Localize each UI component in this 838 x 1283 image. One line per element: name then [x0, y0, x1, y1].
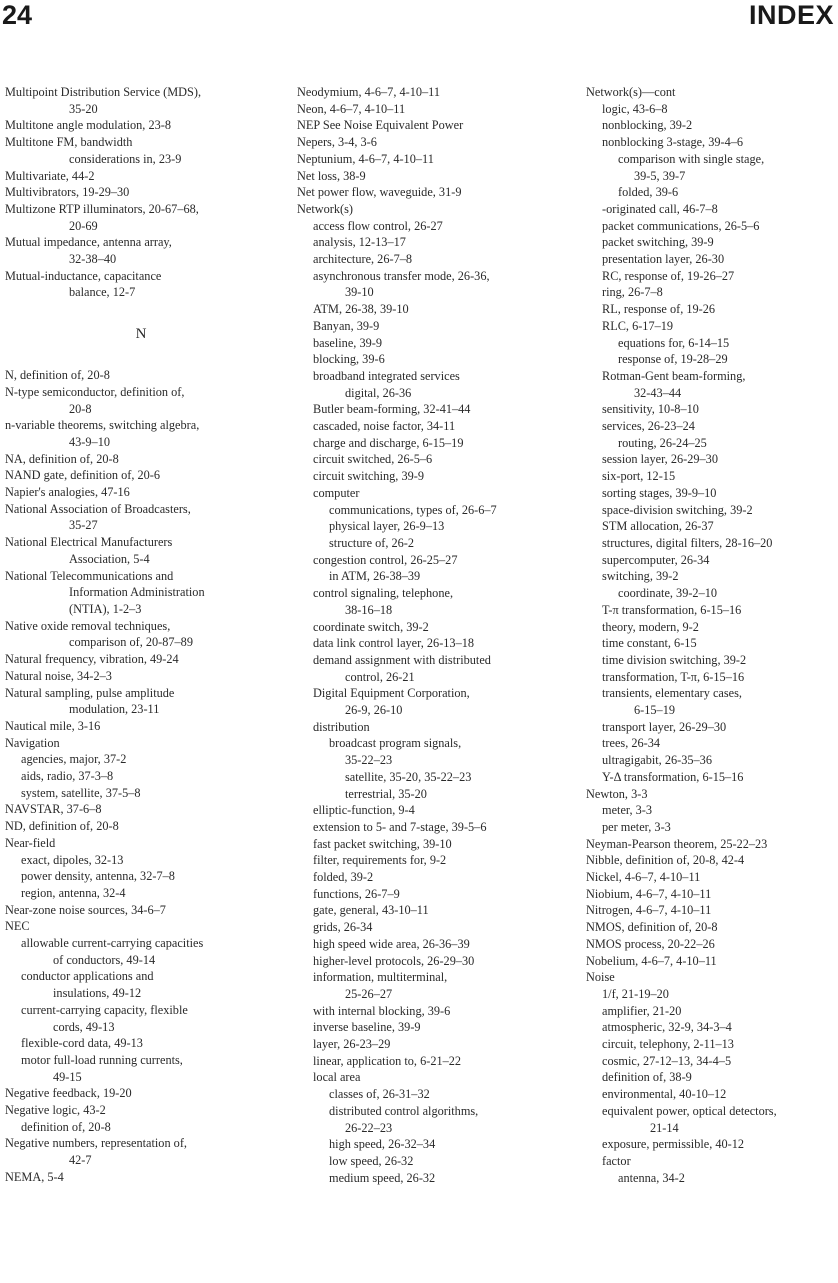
index-entry: Information Administration — [69, 585, 205, 600]
index-entry: Y-Δ transformation, 6-15–16 — [602, 769, 744, 784]
index-entry: agencies, major, 37-2 — [21, 752, 127, 767]
index-entry: Neodymium, 4-6–7, 4-10–11 — [297, 85, 440, 99]
index-entry: Near-zone noise sources, 34-6–7 — [5, 902, 166, 917]
index-entry: comparison of, 20-87–89 — [69, 635, 193, 650]
index-entry: presentation layer, 26-30 — [602, 252, 725, 267]
index-entry: cords, 49-13 — [53, 1019, 115, 1034]
index-entry: modulation, 23-11 — [69, 702, 160, 717]
index-entry: Native oxide removal techniques, — [5, 618, 171, 633]
index-entry: 26-22–23 — [345, 1120, 393, 1135]
index-entry: Net loss, 38-9 — [297, 168, 366, 183]
index-entry: Nickel, 4-6–7, 4-10–11 — [586, 870, 701, 885]
index-entry: transformation, T-π, 6-15–16 — [602, 669, 745, 684]
index-entry: Natural frequency, vibration, 49-24 — [5, 652, 179, 667]
index-entry: 21-14 — [650, 1120, 679, 1135]
index-entry: Natural sampling, pulse amplitude — [5, 685, 175, 700]
index-entry: computer — [313, 485, 360, 500]
index-entry: 49-15 — [53, 1069, 82, 1084]
index-entry: functions, 26-7–9 — [313, 886, 400, 901]
index-entry: RC, response of, 19-26–27 — [602, 268, 735, 283]
page-heading: INDEX — [748, 0, 834, 30]
index-entry: NAVSTAR, 37-6–8 — [5, 802, 102, 817]
index-entry: transport layer, 26-29–30 — [602, 719, 727, 734]
index-entry: antenna, 34-2 — [618, 1170, 685, 1185]
index-entry: definition of, 20-8 — [21, 1119, 111, 1134]
index-entry: 26-9, 26-10 — [345, 703, 403, 718]
index-entry: 32-38–40 — [69, 252, 117, 267]
index-entry: space-division switching, 39-2 — [602, 502, 753, 517]
index-entry: physical layer, 26-9–13 — [329, 519, 445, 534]
index-entry: Nepers, 3-4, 3-6 — [297, 135, 377, 150]
index-entry: services, 26-23–24 — [602, 419, 695, 434]
index-entry: Network(s) — [297, 201, 354, 216]
index-entry: nonblocking, 39-2 — [602, 118, 693, 133]
index-entry: N, definition of, 20-8 — [5, 368, 110, 383]
index-entry: blocking, 39-6 — [313, 352, 385, 367]
index-entry: structures, digital filters, 28-16–20 — [602, 535, 773, 550]
index-entry: broadband integrated services — [313, 368, 460, 383]
index-entry: ultragigabit, 26-35–36 — [602, 753, 712, 768]
index-entry: digital, 26-36 — [345, 385, 412, 400]
index-entry: Napier's analogies, 47-16 — [5, 485, 130, 500]
index-entry: exact, dipoles, 32-13 — [21, 852, 124, 867]
index-entry: 39-5, 39-7 — [634, 168, 686, 183]
index-entry: allowable current-carrying capacities — [21, 936, 204, 951]
index-entry: 20-69 — [69, 218, 98, 233]
index-entry: folded, 39-6 — [618, 185, 679, 200]
index-entry: charge and discharge, 6-15–19 — [313, 435, 464, 450]
index-entry: (NTIA), 1-2–3 — [69, 601, 142, 616]
index-entry: 38-16–18 — [345, 602, 393, 617]
index-entry: with internal blocking, 39-6 — [313, 1003, 451, 1018]
index-entry: ring, 26-7–8 — [602, 285, 663, 300]
letter-section-heading: N — [135, 326, 147, 343]
page-number: 24 — [2, 0, 33, 30]
index-entry: distributed control algorithms, — [329, 1103, 479, 1118]
index-entry: Nibble, definition of, 20-8, 42-4 — [586, 853, 745, 868]
index-entry: Multizone RTP illuminators, 20-67–68, — [5, 201, 199, 216]
index-entry: per meter, 3-3 — [602, 819, 671, 834]
index-entry: n-variable theorems, switching algebra, — [5, 418, 200, 433]
index-entry: local area — [313, 1070, 361, 1085]
index-column-1 — [5, 84, 277, 1186]
index-entry: N-type semiconductor, definition of, — [5, 384, 185, 399]
index-entry: layer, 26-23–29 — [313, 1037, 391, 1052]
index-entry: 25-26–27 — [345, 986, 393, 1001]
index-entry: system, satellite, 37-5–8 — [21, 785, 141, 800]
index-entry: NEMA, 5-4 — [5, 1169, 64, 1184]
index-entry: higher-level protocols, 26-29–30 — [313, 953, 475, 968]
index-entry: STM allocation, 26-37 — [602, 519, 714, 534]
index-entry: National Association of Broadcasters, — [5, 501, 191, 516]
index-column-2 — [297, 84, 579, 1186]
index-entry: Neyman-Pearson theorem, 25-22–23 — [586, 836, 768, 851]
index-entry: NAND gate, definition of, 20-6 — [5, 468, 161, 483]
index-entry: National Electrical Manufacturers — [5, 535, 173, 550]
index-entry: region, antenna, 32-4 — [21, 885, 126, 900]
index-entry: distribution — [313, 719, 370, 734]
index-entry: atmospheric, 32-9, 34-3–4 — [602, 1020, 732, 1035]
index-entry: six-port, 12-15 — [602, 469, 676, 484]
index-entry: NMOS, definition of, 20-8 — [586, 920, 718, 935]
index-entry: ND, definition of, 20-8 — [5, 819, 119, 834]
index-entry: control signaling, telephone, — [313, 586, 454, 601]
index-entry: Mutual impedance, antenna array, — [5, 235, 172, 250]
index-entry: 32-43–44 — [634, 385, 682, 400]
index-entry: NEP See Noise Equivalent Power — [297, 118, 464, 133]
index-entry: cascaded, noise factor, 34-11 — [313, 419, 456, 434]
index-entry: satellite, 35-20, 35-22–23 — [345, 769, 472, 784]
index-entry: folded, 39-2 — [313, 870, 374, 885]
index-entry: 35-22–23 — [345, 753, 393, 768]
index-entry: power density, antenna, 32-7–8 — [21, 869, 175, 884]
index-entry: extension to 5- and 7-stage, 39-5–6 — [313, 819, 487, 834]
index-entry: Noise — [586, 970, 615, 985]
index-entry: circuit switched, 26-5–6 — [313, 452, 433, 467]
index-entry: coordinate, 39-2–10 — [618, 586, 718, 601]
index-entry: definition of, 38-9 — [602, 1070, 692, 1085]
index-entry: trees, 26-34 — [602, 736, 661, 751]
index-entry: T-π transformation, 6-15–16 — [602, 602, 742, 617]
index-entry: data link control layer, 26-13–18 — [313, 636, 475, 651]
index-entry: Newton, 3-3 — [586, 786, 648, 801]
index-entry: high speed, 26-32–34 — [329, 1137, 436, 1152]
index-entry: 35-20 — [69, 101, 98, 116]
index-entry: Multipoint Distribution Service (MDS), — [5, 85, 202, 99]
index-entry: Navigation — [5, 735, 60, 750]
index-entry: Negative numbers, representation of, — [5, 1136, 187, 1151]
index-entry: Natural noise, 34-2–3 — [5, 668, 112, 683]
index-entry: control, 26-21 — [345, 669, 415, 684]
index-column-3 — [586, 84, 836, 1186]
index-entry: Network(s)—cont — [586, 85, 676, 99]
index-entry: amplifier, 21-20 — [602, 1003, 682, 1018]
index-entry: Digital Equipment Corporation, — [313, 686, 470, 701]
index-entry: meter, 3-3 — [602, 803, 653, 818]
index-entry: supercomputer, 26-34 — [602, 552, 710, 567]
index-entry: cosmic, 27-12–13, 34-4–5 — [602, 1053, 732, 1068]
index-entry: National Telecommunications and — [5, 568, 174, 583]
index-entry: Nitrogen, 4-6–7, 4-10–11 — [586, 903, 712, 918]
index-entry: response of, 19-28–29 — [618, 352, 728, 367]
index-entry: NA, definition of, 20-8 — [5, 451, 119, 466]
index-entry: structure of, 26-2 — [329, 535, 415, 550]
index-entry: Butler beam-forming, 32-41–44 — [313, 402, 471, 417]
index-entry: filter, requirements for, 9-2 — [313, 853, 447, 868]
index-entry: transients, elementary cases, — [602, 686, 742, 701]
index-entry: high speed wide area, 26-36–39 — [313, 936, 470, 951]
index-entry: fast packet switching, 39-10 — [313, 836, 452, 851]
index-entry: 39-10 — [345, 285, 374, 300]
index-entry: classes of, 26-31–32 — [329, 1087, 430, 1102]
index-entry: architecture, 26-7–8 — [313, 252, 413, 267]
index-entry: demand assignment with distributed — [313, 652, 491, 667]
index-entry: RL, response of, 19-26 — [602, 302, 716, 317]
index-entry: Association, 5-4 — [69, 551, 150, 566]
index-entry: Negative logic, 43-2 — [5, 1103, 106, 1118]
index-entry: terrestrial, 35-20 — [345, 786, 427, 801]
index-entry: 1/f, 21-19–20 — [602, 986, 669, 1001]
index-entry: broadcast program signals, — [329, 736, 462, 751]
index-entry: RLC, 6-17–19 — [602, 318, 674, 333]
index-entry: coordinate switch, 39-2 — [313, 619, 429, 634]
index-entry: circuit switching, 39-9 — [313, 469, 424, 484]
index-entry: of conductors, 49-14 — [53, 952, 156, 967]
index-entry: low speed, 26-32 — [329, 1154, 414, 1168]
index-entry: in ATM, 26-38–39 — [329, 569, 421, 584]
index-entry: factor — [602, 1154, 631, 1168]
index-entry: elliptic-function, 9-4 — [313, 803, 415, 818]
index-entry: Multitone FM, bandwidth — [5, 135, 133, 150]
index-entry: logic, 43-6–8 — [602, 101, 668, 116]
index-entry: Neon, 4-6–7, 4-10–11 — [297, 101, 406, 116]
index-entry: gate, general, 43-10–11 — [313, 903, 429, 918]
index-entry: flexible-cord data, 49-13 — [21, 1036, 143, 1051]
index-entry: grids, 26-34 — [313, 920, 373, 935]
index-entry: environmental, 40-10–12 — [602, 1087, 727, 1102]
index-entry: Nobelium, 4-6–7, 4-10–11 — [586, 953, 717, 968]
index-entry: packet communications, 26-5–6 — [602, 218, 760, 233]
index-entry: nonblocking 3-stage, 39-4–6 — [602, 135, 744, 150]
index-entry: -originated call, 46-7–8 — [602, 201, 718, 216]
index-entry: Multivibrators, 19-29–30 — [5, 185, 130, 200]
index-entry: communications, types of, 26-6–7 — [329, 502, 497, 517]
index-entry: packet switching, 39-9 — [602, 235, 714, 250]
index-entry: NMOS process, 20-22–26 — [586, 936, 715, 951]
index-entry: considerations in, 23-9 — [69, 151, 182, 166]
index-entry: Near-field — [5, 835, 56, 850]
index-entry: aids, radio, 37-3–8 — [21, 769, 114, 784]
index-entry: comparison with single stage, — [618, 151, 765, 166]
index-entry: Multitone angle modulation, 23-8 — [5, 118, 171, 133]
index-entry: routing, 26-24–25 — [618, 435, 707, 450]
index-entry: insulations, 49-12 — [53, 986, 142, 1001]
index-entry: 43-9–10 — [69, 434, 110, 449]
index-entry: Negative feedback, 19-20 — [5, 1086, 132, 1101]
index-entry: asynchronous transfer mode, 26-36, — [313, 268, 490, 283]
index-entry: Rotman-Gent beam-forming, — [602, 368, 746, 383]
index-entry: Mutual-inductance, capacitance — [5, 268, 162, 283]
index-entry: 20-8 — [69, 401, 92, 416]
index-entry: Multivariate, 44-2 — [5, 168, 95, 183]
index-entry: inverse baseline, 39-9 — [313, 1020, 421, 1035]
index-entry: linear, application to, 6-21–22 — [313, 1053, 462, 1068]
index-entry: baseline, 39-9 — [313, 335, 382, 350]
index-entry: NEC — [5, 919, 30, 934]
index-entry: 35-27 — [69, 518, 98, 533]
index-entry: theory, modern, 9-2 — [602, 619, 699, 634]
index-entry: information, multiterminal, — [313, 970, 448, 985]
index-entry: Neptunium, 4-6–7, 4-10–11 — [297, 151, 434, 166]
index-entry: 42-7 — [69, 1153, 92, 1168]
index-entry: time division switching, 39-2 — [602, 652, 747, 667]
index-entry: sorting stages, 39-9–10 — [602, 485, 717, 500]
index-entry: congestion control, 26-25–27 — [313, 552, 458, 567]
index-entry: equivalent power, optical detectors, — [602, 1103, 777, 1118]
index-entry: access flow control, 26-27 — [313, 218, 443, 233]
index-entry: exposure, permissible, 40-12 — [602, 1137, 745, 1152]
index-entry: balance, 12-7 — [69, 285, 136, 300]
index-entry: Net power flow, waveguide, 31-9 — [297, 185, 462, 200]
index-entry: circuit, telephony, 2-11–13 — [602, 1037, 734, 1052]
index-entry: conductor applications and — [21, 969, 154, 984]
index-entry: switching, 39-2 — [602, 569, 679, 584]
index-entry: sensitivity, 10-8–10 — [602, 402, 699, 417]
index-entry: equations for, 6-14–15 — [618, 335, 730, 350]
index-entry: ATM, 26-38, 39-10 — [313, 302, 409, 317]
index-entry: motor full-load running currents, — [21, 1052, 183, 1067]
index-entry: analysis, 12-13–17 — [313, 235, 406, 250]
index-entry: current-carrying capacity, flexible — [21, 1002, 188, 1017]
index-entry: Nautical mile, 3-16 — [5, 718, 101, 733]
index-entry: Niobium, 4-6–7, 4-10–11 — [586, 886, 712, 901]
index-entry: session layer, 26-29–30 — [602, 452, 718, 467]
index-entry: medium speed, 26-32 — [329, 1170, 436, 1185]
index-entry: 6-15–19 — [634, 703, 675, 718]
index-entry: time constant, 6-15 — [602, 636, 697, 651]
index-entry: Banyan, 39-9 — [313, 318, 380, 333]
